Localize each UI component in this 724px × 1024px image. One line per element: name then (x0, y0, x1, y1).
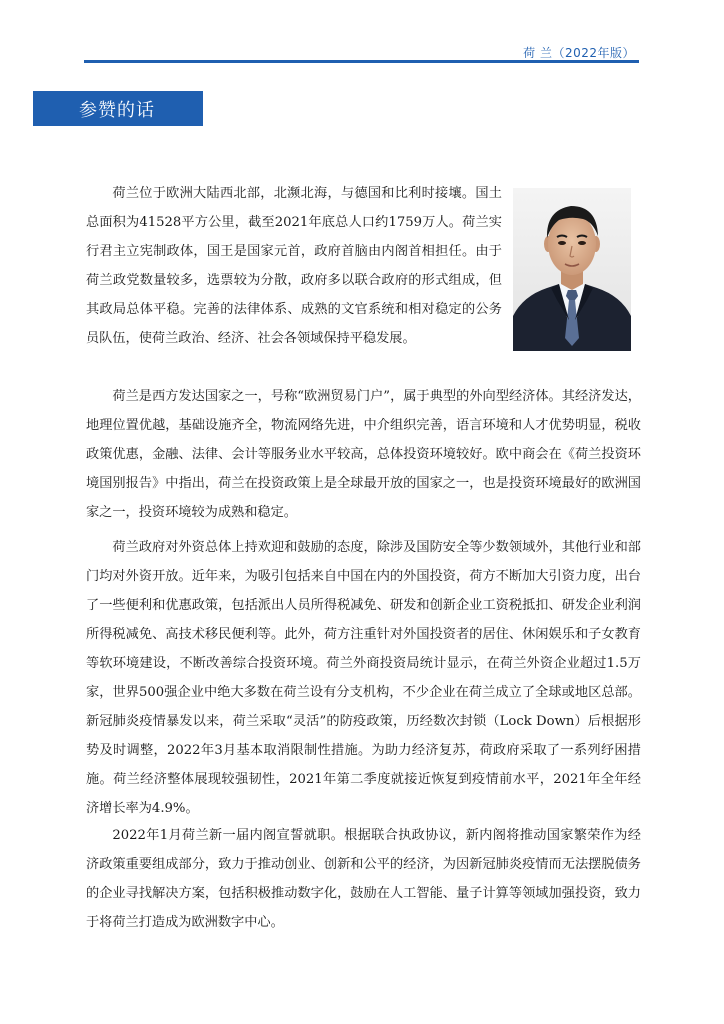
portrait-photo (513, 188, 631, 351)
section-title-box (33, 91, 203, 126)
paragraph-intro: 荷兰位于欧洲大陆西北部，北濒北海，与德国和比利时接壤。国土总面积为41528平方公里，截至2021年底总人口约1759万人。荷兰实行君主立宪制政体，国王是国家元首，政府首脑由内阁首相担任。由于荷兰政党数量较多，选票较为分散，政府多以联合政府的形式组成，但其政局总体平稳。完善的法律体系、成熟的文官系统和相对稳定的公务员队伍，使荷兰政治、经济、社会各领域保持平稳发展。 (86, 186, 502, 346)
paragraph-investment-policy: 荷兰政府对外资总体上持欢迎和鼓励的态度，除涉及国防安全等少数领域外，其他行业和部门均对外资开放。近年来，为吸引包括来自中国在内的外国投资，荷方不断加大引资力度，出台了一些便利和优惠政策，包括派出人员所得税减免、研发和创新企业工资税抵扣、研发企业利润所得税减免、高技术移民便利等。此外，荷方注重针对外国投资者的居住、休闲娱乐和子女教育等软环境建设，不断改善综合投资环境。荷兰外商投资局统计显示，在荷兰外资企业超过1.5万家，世界500强企业中绝大多数在荷兰设有分支机构，不少企业在荷兰成立了全球或地区总部。新冠肺炎疫情暴发以来，荷兰采取“灵活”的防疫政策，历经数次封锁（Lock Down）后根据形势及时调整，2022年3月基本取消限制性措施。为助力经济复苏，荷政府采取了一系列纾困措施。荷兰经济整体展现较强韧性，2021年第二季度就接近恢复到疫情前水平，2021年全年经济增长率为4.9%。 (86, 540, 641, 816)
page-header (84, 42, 639, 64)
header-title: 荷 兰（2022年版） (523, 46, 635, 60)
header-rule (84, 60, 639, 63)
paragraph-new-cabinet: 2022年1月荷兰新一届内阁宣誓就职。根据联合执政协议，新内阁将推动国家繁荣作为经济政策重要组成部分，致力于推动创业、创新和公平的经济，为因新冠肺炎疫情而无法摆脱债务的企业寻找解决方案，包括积极推动数字化，鼓励在人工智能、量子计算等领域加强投资，致力于将荷兰打造成为欧洲数字中心。 (86, 828, 641, 930)
paragraph-economy: 荷兰是西方发达国家之一，号称“欧洲贸易门户”，属于典型的外向型经济体。其经济发达，地理位置优越，基础设施齐全，物流网络先进，中介组织完善，语言环境和人才优势明显，税收政策优惠，金融、法律、会计等服务业水平较高，总体投资环境较好。欧中商会在《荷兰投资环境国别报告》中指出，荷兰在投资政策上是全球最开放的国家之一，也是投资环境最好的欧洲国家之一，投资环境较为成熟和稳定。 (86, 389, 641, 520)
section-title: 参赞的话 (79, 99, 155, 121)
